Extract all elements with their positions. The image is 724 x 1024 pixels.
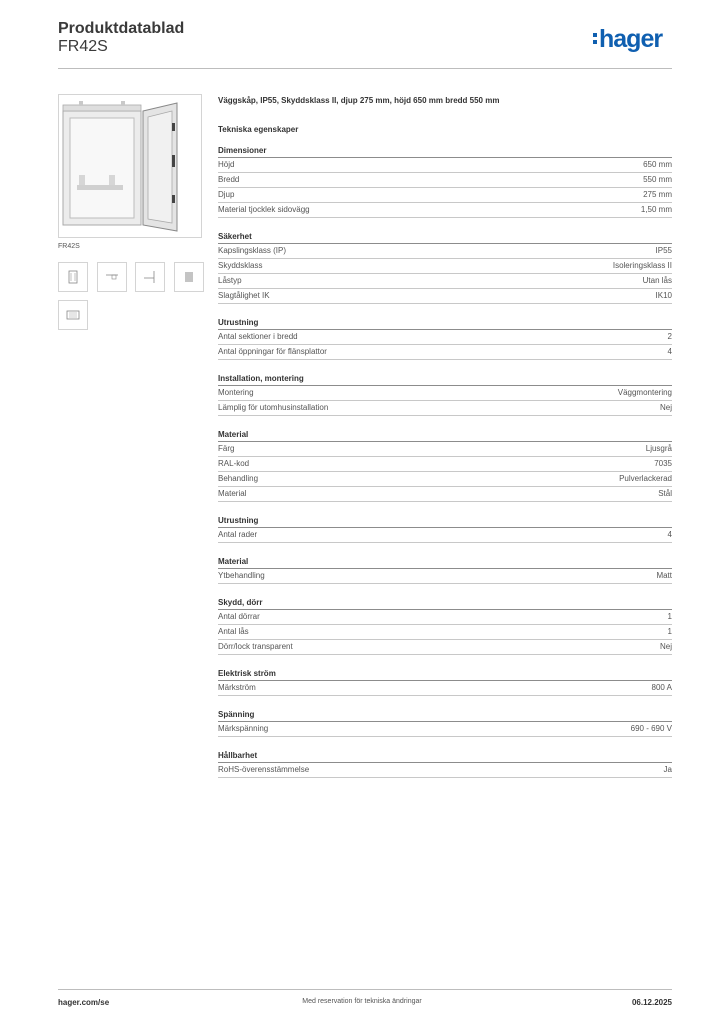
cabinet-plate-icon (59, 301, 87, 329)
specification-panel (218, 96, 672, 778)
hager-logo[interactable] (593, 25, 662, 54)
footer-website-link[interactable]: hager.com/se (58, 998, 110, 1007)
spec-label: Bredd (218, 175, 240, 184)
spec-value: Väggmontering (617, 388, 672, 397)
spec-value: IK10 (655, 291, 672, 300)
spec-value: Ja (663, 765, 672, 774)
spec-value: Matt (656, 571, 672, 580)
spec-row (218, 244, 672, 259)
image-caption: FR42S (58, 243, 80, 250)
spec-label: Märkström (218, 683, 256, 692)
spec-label: Antal rader (218, 530, 258, 539)
spec-value: 1 (667, 627, 672, 636)
logo-text: hager (599, 25, 663, 53)
spec-label: RoHS-överensstämmelse (218, 765, 310, 774)
thumbnail-rails[interactable] (174, 262, 204, 292)
spec-label: Antal lås (218, 627, 249, 636)
spec-row (218, 442, 672, 457)
footer-divider (58, 989, 672, 990)
thumbnail-plate[interactable] (58, 300, 88, 330)
spec-label: Behandling (218, 474, 259, 483)
spec-row (218, 289, 672, 304)
spec-row (218, 487, 672, 502)
spec-row (218, 345, 672, 360)
spec-value: Isoleringsklass II (612, 261, 672, 270)
group-heading: Skydd, dörr (218, 596, 672, 610)
spec-row (218, 763, 672, 778)
group-heading: Dimensioner (218, 144, 672, 158)
spec-label: Material tjocklek sidovägg (218, 205, 310, 214)
cabinet-side-icon (98, 263, 126, 291)
thumbnail-front[interactable] (58, 262, 88, 292)
spec-label: Kapslingsklass (IP) (218, 246, 287, 255)
header-divider (58, 68, 672, 69)
spec-label: Antal öppningar för flänsplattor (218, 347, 327, 356)
spec-value: Ljusgrå (645, 444, 672, 453)
product-description: Väggskåp, IP55, Skyddsklass II, djup 275 mm, höjd 650 mm bredd 550 mm (218, 96, 500, 105)
group-heading: Utrustning (218, 316, 672, 330)
spec-value: 4 (667, 530, 672, 539)
group-heading: Utrustning (218, 514, 672, 528)
spec-label: Montering (218, 388, 254, 397)
product-image[interactable] (58, 94, 202, 238)
spec-row (218, 722, 672, 737)
product-code: FR42S (58, 38, 108, 55)
spec-row (218, 173, 672, 188)
spec-label: Dörr/lock transparent (218, 642, 293, 651)
spec-groups (218, 144, 672, 778)
spec-value: 275 mm (643, 190, 672, 199)
footer-date: 06.12.2025 (631, 998, 672, 1007)
spec-value: 4 (667, 347, 672, 356)
group-heading: Material (218, 555, 672, 569)
spec-row (218, 569, 672, 584)
logo-dots-icon (593, 33, 597, 47)
spec-value: 800 A (651, 683, 672, 692)
spec-label: Skyddsklass (218, 261, 263, 270)
group-heading: Spänning (218, 708, 672, 722)
footer-disclaimer: Med reservation för tekniska ändringar (302, 998, 422, 1005)
spec-row (218, 274, 672, 289)
spec-row (218, 528, 672, 543)
spec-row (218, 610, 672, 625)
spec-label: Antal dörrar (218, 612, 260, 621)
cabinet-mount-icon (136, 263, 164, 291)
spec-value: 550 mm (643, 175, 672, 184)
group-heading: Säkerhet (218, 230, 672, 244)
spec-value: Nej (659, 403, 672, 412)
spec-label: Lämplig för utomhusinstallation (218, 403, 329, 412)
spec-value: 1 (667, 612, 672, 621)
spec-value: 2 (667, 332, 672, 341)
spec-value: Stål (658, 489, 672, 498)
thumbnail-side[interactable] (97, 262, 127, 292)
spec-value: IP55 (655, 246, 672, 255)
spec-label: Djup (218, 190, 235, 199)
spec-label: Ytbehandling (218, 571, 265, 580)
cabinet-front-icon (59, 263, 87, 291)
spec-row (218, 472, 672, 487)
spec-row (218, 625, 672, 640)
page-title: Produktdatablad (58, 20, 185, 37)
spec-row (218, 401, 672, 416)
group-heading: Installation, montering (218, 372, 672, 386)
spec-row (218, 203, 672, 218)
group-heading: Material (218, 428, 672, 442)
spec-label: Slagtålighet IK (218, 291, 270, 300)
spec-value: 690 - 690 V (630, 724, 672, 733)
group-heading: Hållbarhet (218, 749, 672, 763)
cabinet-illustration-icon (59, 95, 201, 237)
spec-row (218, 640, 672, 655)
spec-label: Antal sektioner i bredd (218, 332, 298, 341)
spec-row (218, 188, 672, 203)
spec-label: Märkspänning (218, 724, 269, 733)
spec-value: Pulverlackerad (619, 474, 672, 483)
spec-row (218, 259, 672, 274)
spec-value: 7035 (654, 459, 672, 468)
thumbnail-mount[interactable] (135, 262, 165, 292)
spec-row (218, 158, 672, 173)
spec-label: RAL-kod (218, 459, 250, 468)
spec-value: Nej (659, 642, 672, 651)
spec-row (218, 330, 672, 345)
spec-label: Färg (218, 444, 235, 453)
group-heading: Elektrisk ström (218, 667, 672, 681)
spec-label: Material (218, 489, 247, 498)
spec-value: 1,50 mm (640, 205, 672, 214)
spec-value: 650 mm (643, 160, 672, 169)
cabinet-rails-icon (175, 263, 203, 291)
section-title: Tekniska egenskaper (218, 125, 299, 134)
spec-row (218, 386, 672, 401)
spec-row (218, 457, 672, 472)
spec-label: Låstyp (218, 276, 242, 285)
spec-label: Höjd (218, 160, 235, 169)
spec-row (218, 681, 672, 696)
spec-value: Utan lås (642, 276, 672, 285)
